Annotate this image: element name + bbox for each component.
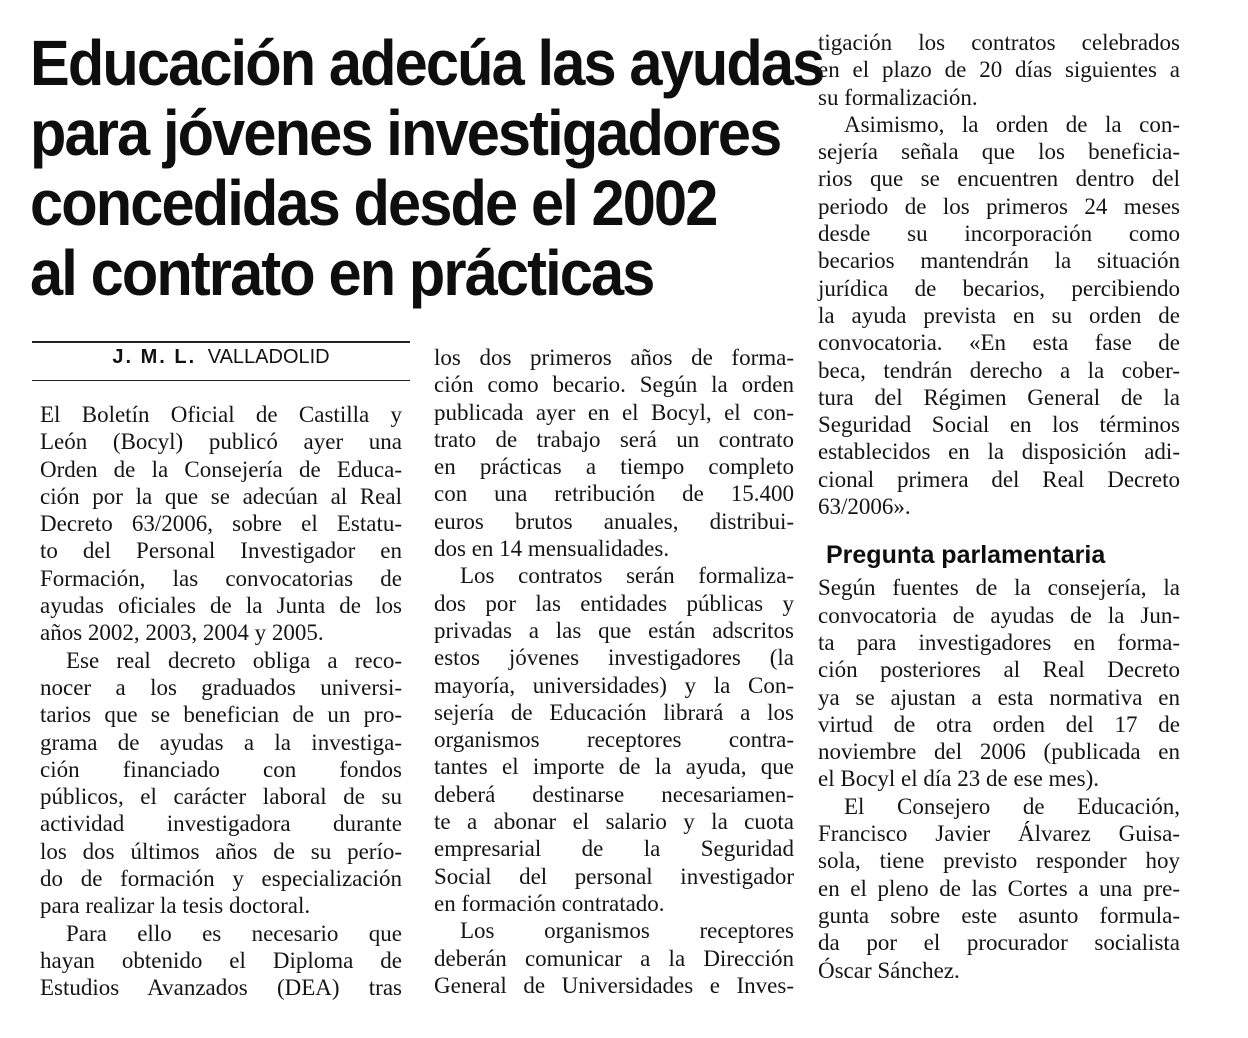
text-line: publicada ayer en el Bocyl, el con-	[434, 399, 794, 425]
text-line: jurídica de becarios, percibiendo	[818, 275, 1180, 301]
text-line: da por el procurador socialista	[818, 930, 1180, 956]
article-column-2	[434, 344, 794, 999]
text-line: Ese real decreto obliga a reco-	[66, 647, 402, 673]
article-paragraph	[40, 647, 402, 920]
text-line: tura del Régimen General de la	[818, 384, 1180, 410]
byline-author: J. M. L.	[112, 346, 197, 368]
text-line: el Bocyl el día 23 de ese mes).	[818, 766, 1100, 792]
text-line: Para ello es necesario que	[66, 920, 402, 946]
text-line: con una retribución de 15.400	[434, 481, 794, 507]
text-line: dos por las entidades públicas y	[434, 590, 794, 616]
text-line: mayoría, universidades) y la Con-	[434, 672, 794, 698]
text-line: la ayuda prevista en su orden de	[818, 302, 1180, 328]
text-line: deberá destinarse necesariamen-	[434, 781, 794, 807]
text-line: en prácticas a tiempo completo	[434, 454, 794, 480]
text-line: estos jóvenes investigadores (la	[434, 645, 794, 671]
text-line: Asimismo, la orden de la con-	[844, 111, 1180, 137]
text-line: para realizar la tesis doctoral.	[40, 893, 311, 919]
text-line: hayan obtenido el Diploma de	[40, 947, 402, 973]
text-line: noviembre del 2006 (publicada en	[818, 739, 1180, 765]
text-line: en el plazo de 20 días siguientes a	[818, 57, 1180, 83]
text-line: su formalización.	[818, 84, 978, 110]
text-line: periodo de los primeros 24 meses	[818, 193, 1180, 219]
text-line: tantes el importe de la ayuda, que	[434, 754, 794, 780]
text-line: nocer a los graduados universi-	[40, 674, 402, 700]
text-line: Según fuentes de la consejería, la	[818, 575, 1180, 601]
article-paragraph	[434, 344, 794, 562]
text-line: organismos receptores contra-	[434, 727, 794, 753]
text-line: ayudas oficiales de la Junta de los	[40, 593, 402, 619]
text-line: tarios que se benefician de un pro-	[40, 702, 402, 728]
text-line: cional primera del Real Decreto	[818, 466, 1180, 492]
article-paragraph	[818, 793, 1180, 984]
article-paragraph	[40, 401, 402, 647]
text-line: desde su incorporación como	[818, 221, 1180, 247]
byline-rule-top	[32, 341, 410, 343]
byline-location: VALLADOLID	[207, 346, 330, 368]
text-line: El Consejero de Educación,	[844, 793, 1180, 819]
text-line: grama de ayudas a la investiga-	[40, 729, 402, 755]
text-line: General de Universidades e Inves-	[434, 972, 794, 998]
article-paragraph	[434, 917, 794, 999]
text-line: beca, tendrán derecho a la cober-	[818, 357, 1180, 383]
text-line: León (Bocyl) publicó ayer una	[40, 429, 402, 455]
text-line: ción por la que se adecúan al Real	[40, 483, 402, 509]
text-line: Estudios Avanzados (DEA) tras	[40, 975, 402, 1001]
headline	[30, 27, 824, 309]
text-line: dos en 14 mensualidades.	[434, 536, 670, 562]
text-line: El Boletín Oficial de Castilla y	[40, 402, 402, 427]
article-paragraph	[40, 920, 402, 1002]
byline-rule-bottom	[32, 380, 410, 381]
text-line: Óscar Sánchez.	[818, 957, 960, 983]
article-paragraph	[818, 574, 1180, 792]
text-line: do de formación y especialización	[40, 866, 402, 892]
text-line: sejería señala que los beneficia-	[818, 139, 1180, 165]
headline-line: concedidas desde el 2002	[30, 167, 717, 239]
headline-line: al contrato en prácticas	[30, 237, 654, 309]
text-line: ción como becario. Según la orden	[434, 372, 794, 398]
text-line: convocatoria. «En esta fase de	[818, 330, 1180, 356]
text-line: Los contratos serán formaliza-	[460, 563, 794, 589]
text-line: Seguridad Social en los términos	[818, 412, 1180, 438]
text-line: 63/2006».	[818, 494, 911, 520]
article-paragraph	[434, 562, 794, 917]
article-column-1	[40, 401, 402, 1002]
text-line: en el pleno de las Cortes a una pre-	[818, 875, 1180, 901]
text-line: públicos, el carácter laboral de su	[40, 784, 402, 810]
text-line: ya se ajustan a esta normativa en	[818, 684, 1180, 710]
text-line: euros brutos anuales, distribui-	[434, 508, 794, 534]
text-line: sejería de Educación librará a los	[434, 699, 794, 725]
text-line: rios que se encuentren dentro del	[818, 166, 1180, 192]
article-column-3-top	[818, 29, 1180, 520]
section-subheading: Pregunta parlamentaria	[826, 541, 1106, 570]
text-line: ta para investigadores en forma-	[818, 629, 1180, 655]
text-line: Orden de la Consejería de Educa-	[40, 456, 402, 482]
article-paragraph	[818, 111, 1180, 520]
text-line: sola, tiene previsto responder hoy	[818, 848, 1180, 874]
text-line: años 2002, 2003, 2004 y 2005.	[40, 620, 324, 646]
text-line: Formación, las convocatorias de	[40, 565, 402, 591]
text-line: privadas a las que están adscritos	[434, 617, 794, 643]
text-line: te a abonar el salario y la cuota	[434, 809, 794, 835]
text-line: virtud de otra orden del 17 de	[818, 711, 1180, 737]
text-line: empresarial de la Seguridad	[434, 836, 794, 862]
headline-line: Educación adecúa las ayudas	[30, 27, 824, 99]
byline	[32, 346, 410, 369]
text-line: becarios mantendrán la situación	[818, 248, 1180, 274]
text-line: trato de trabajo será un contrato	[434, 426, 794, 452]
text-line: los dos primeros años de forma-	[434, 345, 794, 370]
text-line: tigación los contratos celebrados	[818, 30, 1180, 55]
text-line: deberán comunicar a la Dirección	[434, 945, 794, 971]
text-line: ción financiado con fondos	[40, 756, 402, 782]
article-column-3	[818, 29, 1180, 984]
text-line: to del Personal Investigador en	[40, 538, 402, 564]
text-line: los dos últimos años de su perío-	[40, 838, 402, 864]
text-line: gunta sobre este asunto formula-	[818, 902, 1180, 928]
text-line: Social del personal investigador	[434, 863, 794, 889]
headline-line: para jóvenes investigadores	[30, 97, 781, 169]
text-line: ción posteriores al Real Decreto	[818, 657, 1180, 683]
text-line: en formación contratado.	[434, 890, 665, 916]
text-line: Francisco Javier Álvarez Guisa-	[818, 821, 1180, 847]
text-line: Los organismos receptores	[460, 918, 794, 944]
text-line: convocatoria de ayudas de la Jun-	[818, 602, 1180, 628]
article-paragraph	[818, 29, 1180, 111]
text-line: Decreto 63/2006, sobre el Estatu-	[40, 511, 402, 537]
text-line: establecidos en la disposición adi-	[818, 439, 1180, 465]
text-line: actividad investigadora durante	[40, 811, 402, 837]
article-column-3-bottom	[818, 574, 1180, 983]
